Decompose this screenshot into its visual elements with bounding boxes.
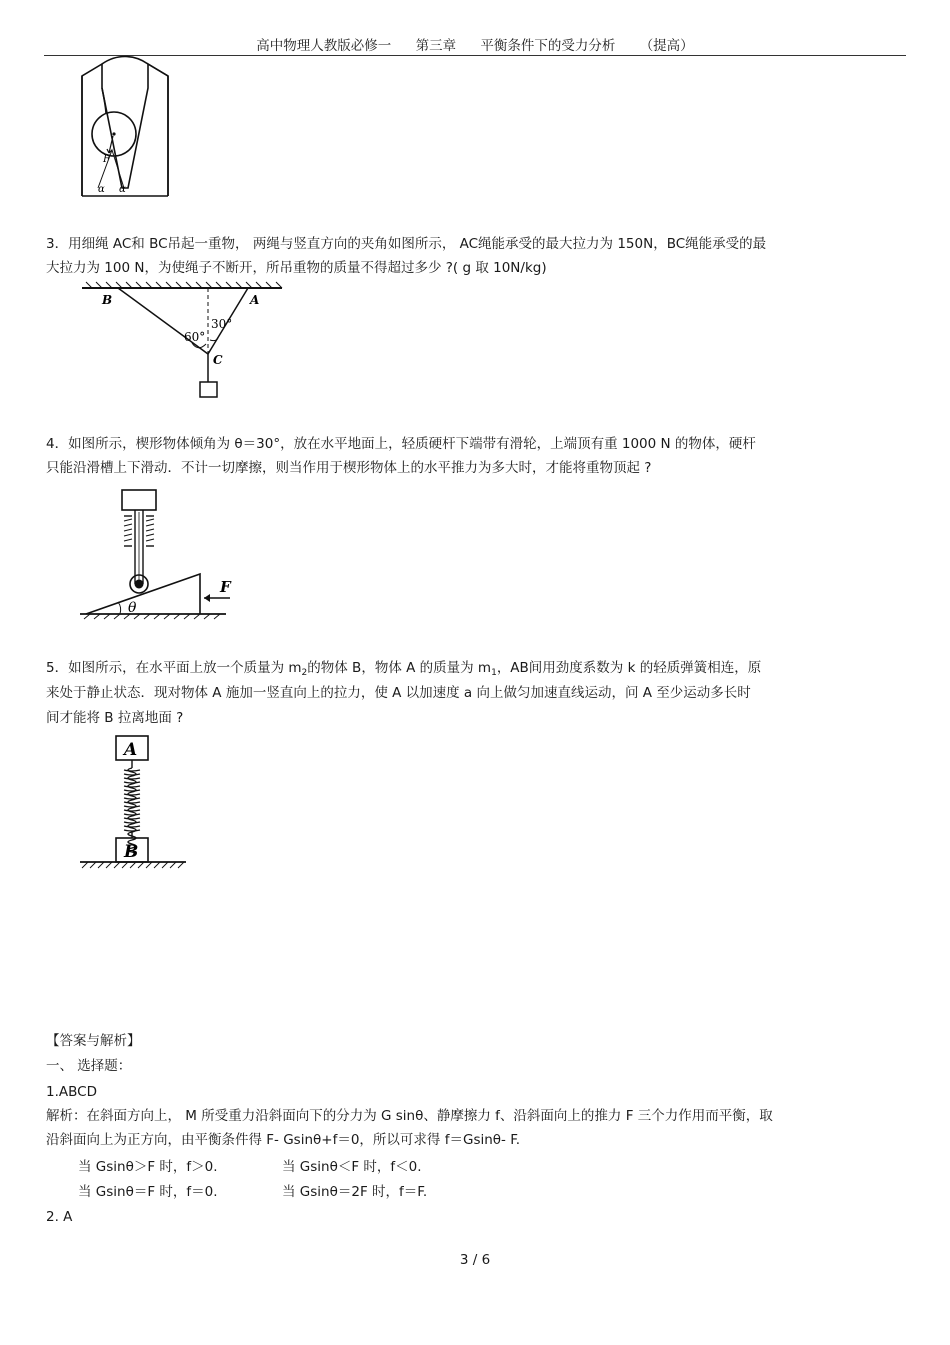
header-rule [44,55,906,56]
figure-ropes-A: A [250,293,260,307]
problem4-line1: 4．如图所示，楔形物体倾角为 θ＝30°，放在水平地面上，轻质硬杆下端带有滑轮，上端顶有重 1000 N 的物体，硬杆 [46,436,756,452]
figure-spring-blocks [78,734,188,872]
figure-cylinder-alpha1: α [98,184,105,195]
explanation-line1: 解析：在斜面方向上， M 所受重力沿斜面向下的分力为 G sinθ、静摩擦力 f、沿斜面向上的推力 F 三个力作用而平衡，取 [46,1108,773,1124]
answers-section: 一、 选择题： [46,1058,132,1074]
figure-cylinder-F-label: F [103,154,110,165]
problem5-line2: 来处于静止状态．现对物体 A 施加一竖直向上的拉力，使 A 以加速度 a 向上做匀加速直线运动，问 A 至少运动多长时 [46,685,751,701]
answer-2: 2. A [46,1209,73,1225]
answer-1: 1.ABCD [46,1084,97,1100]
case-2a: 当 Gsinθ＝F 时，f＝0. [78,1184,218,1200]
figure-spring-B: B [124,842,139,862]
figure-wedge-theta: θ [128,600,137,616]
problem5-line3: 间才能将 B 拉离地面 ? [46,710,184,726]
figure-wedge-rod [80,486,240,620]
figure-spring-A: A [124,740,138,760]
header-book: 高中物理人教版必修一 [256,38,392,54]
problem5-line1-part2: 的物体 B，物体 A 的质量为 m [307,660,492,676]
problem5-line1 [46,658,906,683]
problem5-line1-part1: 5．如图所示，在水平面上放一个质量为 m [46,660,302,676]
problem5-line1-part3: ，AB间用劲度系数为 k 的轻质弹簧相连，原 [496,660,762,676]
case-1b: 当 Gsinθ＜F 时，f＜0. [282,1159,422,1175]
page-number: 3 / 6 [459,1252,491,1268]
figure-wedge-F: F [220,578,231,596]
problem5-sub-1: 1 [491,668,497,678]
figure-cylinder-groove [76,58,176,200]
figure-ropes-C: C [213,353,223,367]
explanation-line2: 沿斜面向上为正方向，由平衡条件得 F- Gsinθ+f＝0，所以可求得 f＝Gsinθ- F. [46,1132,521,1148]
figure-ropes-angle30: 30° [211,317,233,331]
figure-ropes-B: B [102,293,113,307]
figure-ropes-angle60: 60° [184,330,206,344]
figure-two-ropes [80,282,286,400]
problem3-line1: 3．用细绳 AC和 BC吊起一重物， 两绳与竖直方向的夹角如图所示， AC绳能承受的最大拉力为 150N，BC绳能承受的最 [46,236,767,252]
problem5-sub-2: 2 [301,668,308,678]
header-chapter: 第三章 [415,38,457,54]
header-topic: 平衡条件下的受力分析 [480,38,616,54]
case-2b: 当 Gsinθ＝2F 时，f＝F. [282,1184,428,1200]
header-level: （提高） [639,38,694,54]
case-1a: 当 Gsinθ＞F 时，f＞0. [78,1159,218,1175]
page-header [0,34,950,54]
figure-cylinder-alpha2: α [119,184,126,195]
answers-heading: 【答案与解析】 [46,1033,141,1049]
problem3-line2: 大拉力为 100 N，为使绳子不断开，所吊重物的质量不得超过多少 ?( g 取 10N/kg) [46,260,547,276]
problem4-line2: 只能沿滑槽上下滑动．不计一切摩擦，则当作用于楔形物体上的水平推力为多大时，才能将重物顶起 ? [46,460,652,476]
